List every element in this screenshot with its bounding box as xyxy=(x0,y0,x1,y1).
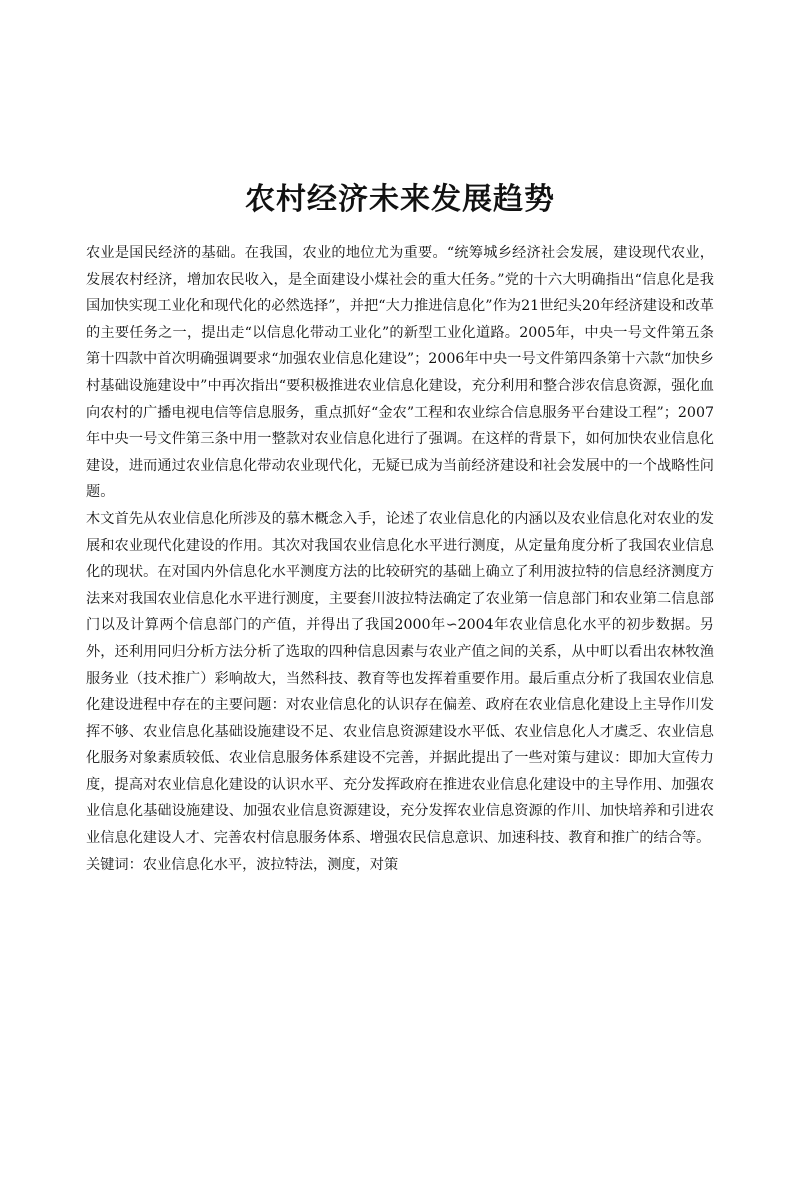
document-body xyxy=(86,240,714,878)
keywords-line: 关键词：农业信息化水平，波拉特法，测度，对策 xyxy=(86,856,399,873)
paragraph-abstract: 木文首先从农业信息化所涉及的慕木概念入手，论述了农业信息化的内涵以及农业信息化对农业的发展和农业现代化建设的作用。其次对我国农业信息化水平进行测度，从定量角度分析了我国农业信息化的现状。在对国内外信息化水平测度方法的比较研究的基础上确立了利用波拉特的信息经济测度方法来对我国农业信息化水平进行测度，主要套川波拉特法确定了农业第一信息部门和农业第二信息部门以及计算两个信息部门的产值，并得出了我国2000年∽2004年农业信息化水平的初步数据。另外，还利用冋归分析方法分析了选取的四种信息因素与农业产值之间的关系，从中町以看出农林牧渔服务业（技术推广）彩响故大，当然科技、教育等也发挥着重要作用。最后重点分析了我国农业信息化建设进程中存在的主要问题：对农业信息化的认识存在偏差、政府在农业信息化建设上主导作川发挥不够、农业信息化基础设施建设不足、农业信息资源建设水平低、农业信息化人才虞乏、农业信息化服务对象素质较低、农业信息服务体系建设不完善，并据此提出了一些对策与建议：即加大宣传力度，提高对农业信息化建设的认识水平、充分发挥政府在推进农业信息化建设中的主导作用、加强农业信息化基础设施建设、加强农业信息资源建设，充分发挥农业信息资源的作川、加快培养和引进农业信息化建设人才、完善农村信息服务体系、增强农民信息意识、加速科技、教育和推广的结合等。 xyxy=(86,510,714,847)
document-title: 农村经济未来发展趋势 xyxy=(245,182,555,217)
paragraph-background: 农业是国民经济的基础。在我国，农业的地位尤为重要。“统筹城乡经济社会发展，建设现代农业，发展农村经济，增加农民收入，是全面建设小煤社会的重大任务。”党的十六大明确指出“信息化是我国加快实现工业化和现代化的必然选择”，并把“大力推进信息化”作为21世纪头20年经济建设和改革的主要任务之一，提出走“以信息化带动工业化”的新型工业化道路。2005年，中央一号文件第五条第十四款中首次明确强调要求“加强农业信息化建设”；2006年中央一号文件第四条第十六款“加快乡村基础设施建设中”中再次指出“要积极推进农业信息化建设，充分利用和整合涉农信息资源，强化血向农村的广播电视电信等信息服务，重点抓好“金农”工程和农业综合信息服务平台建设工程”；2007年中央一号文件第三条中用一整款对农业信息化进行了强调。在这样的背景下，如何加快农业信息化建设，进而通过农业信息化带动农业现代化，无疑已成为当前经济建设和社会发展中的一个战略性问题。 xyxy=(86,245,714,501)
